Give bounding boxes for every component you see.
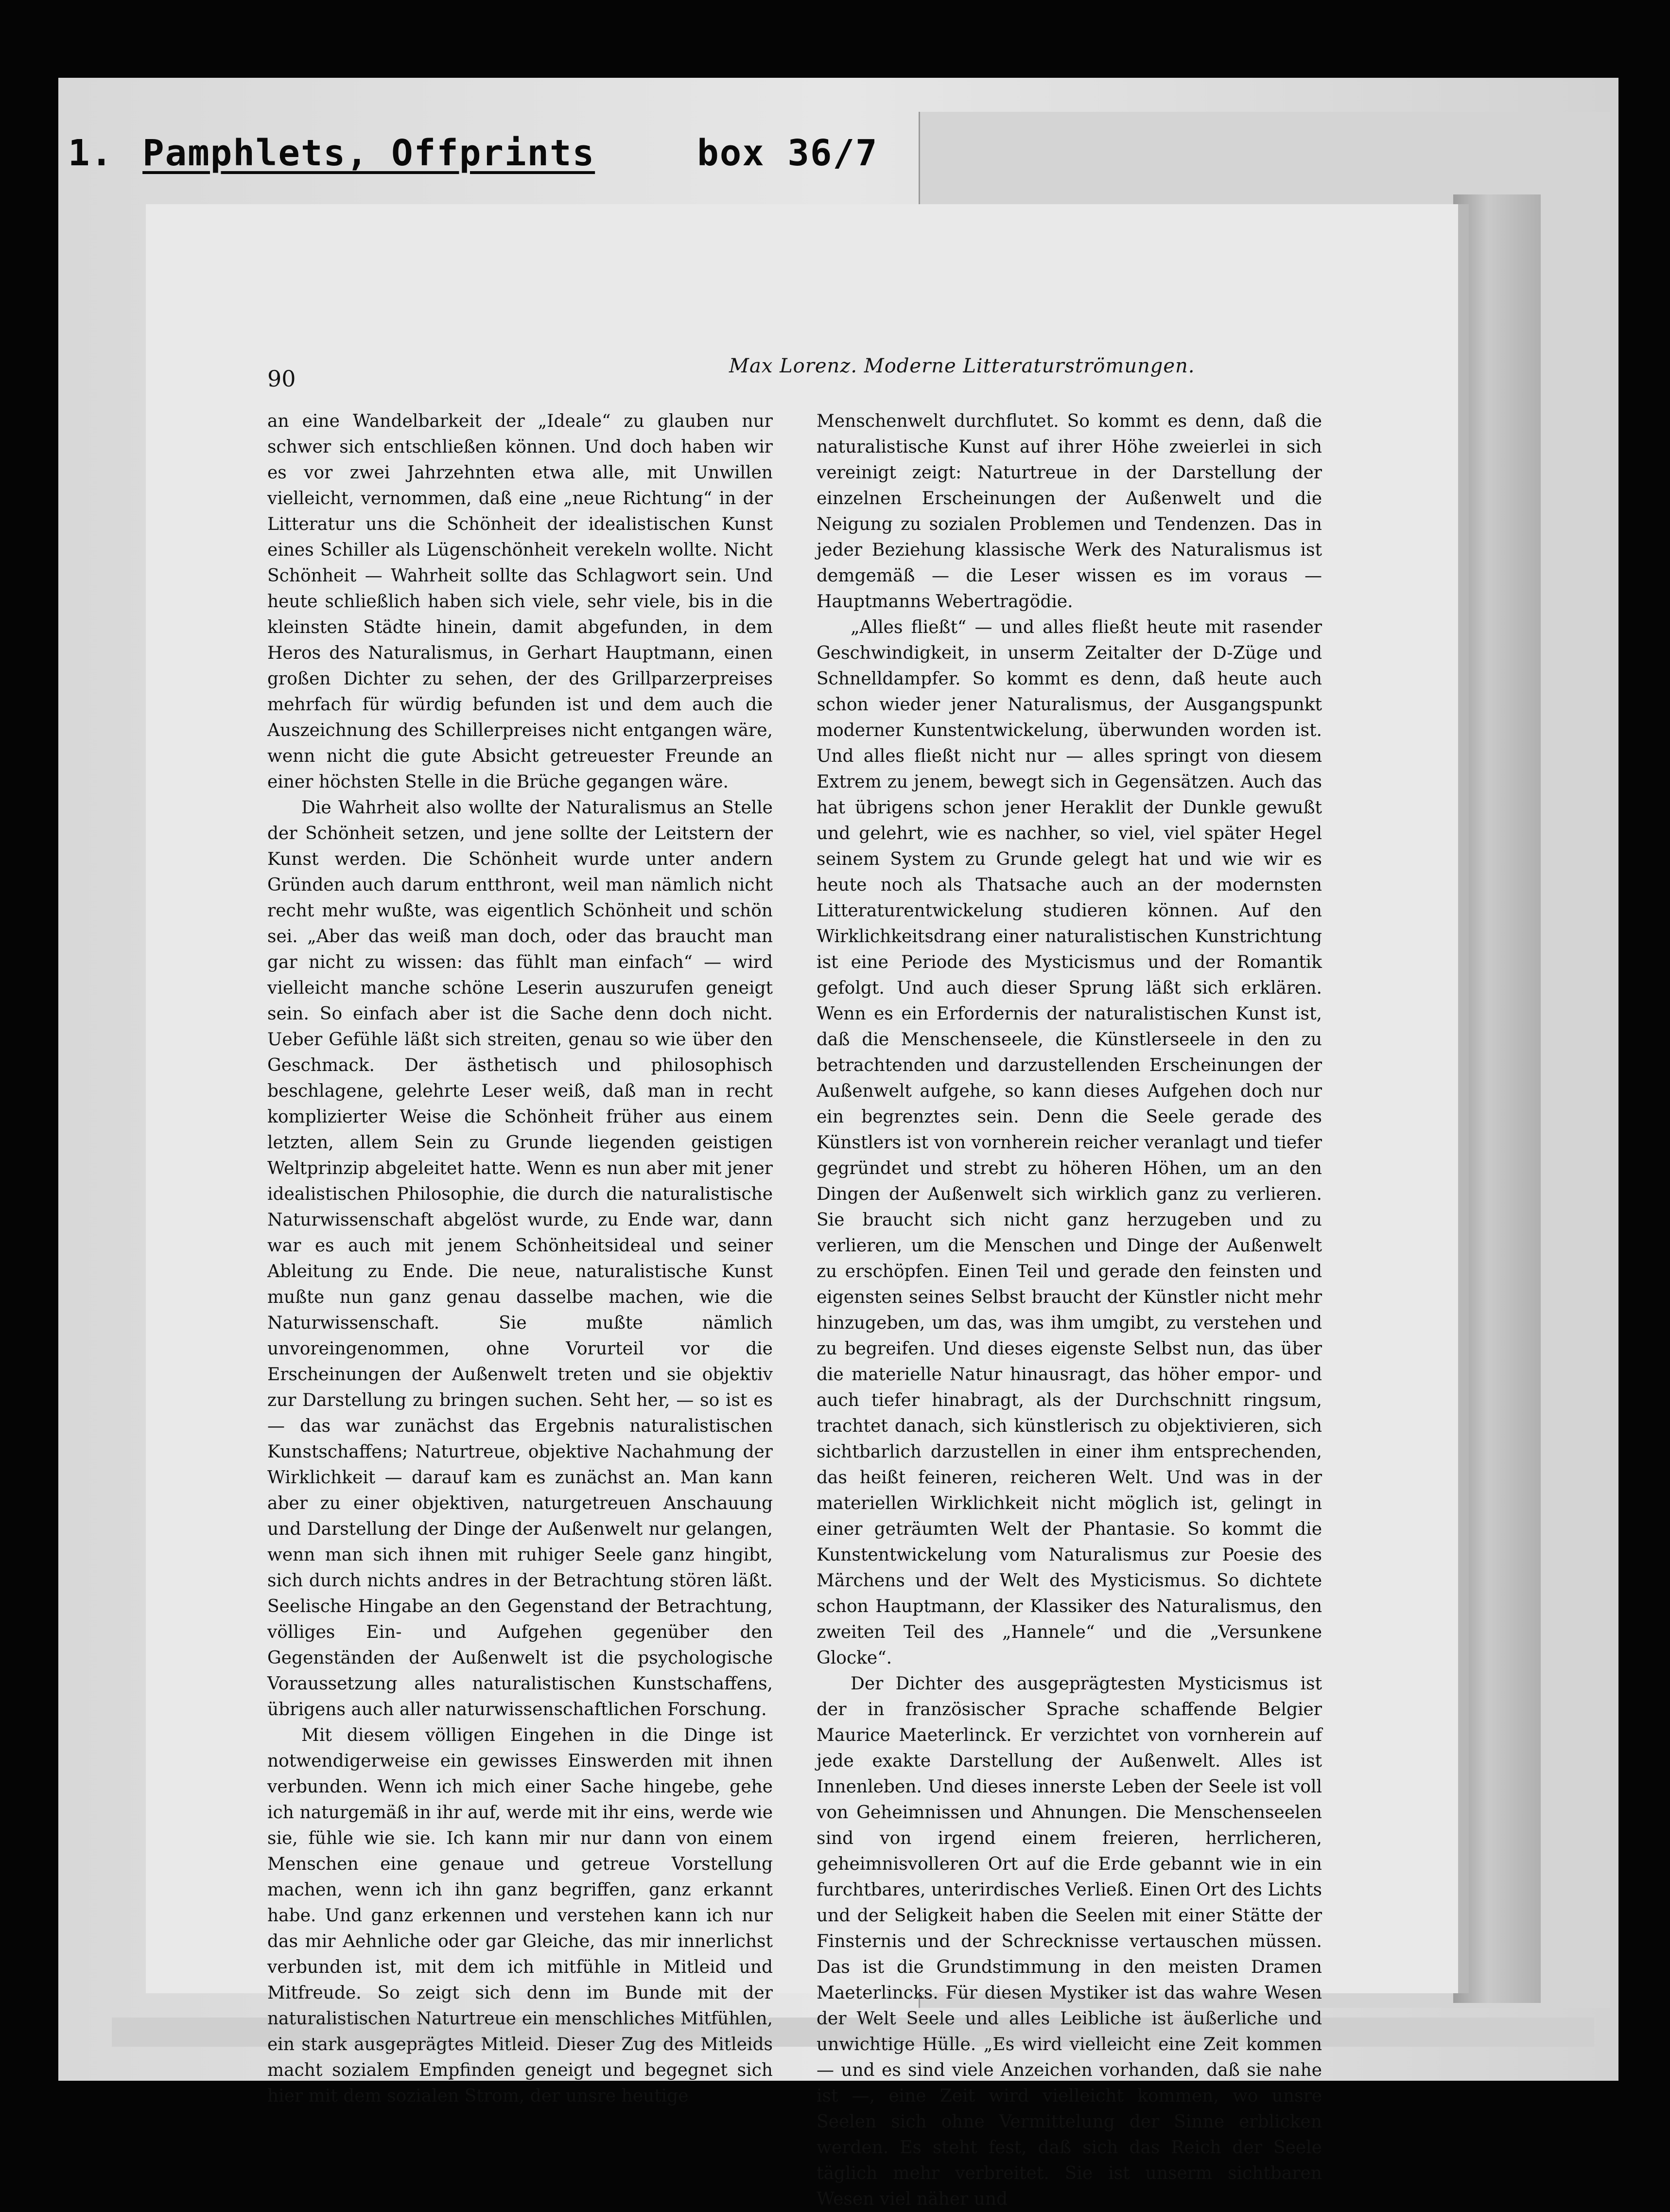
page-number: 90 — [267, 366, 296, 392]
archive-label-title: Pamphlets, Offprints — [142, 132, 595, 174]
right-column — [817, 408, 1322, 2212]
running-title: Max Lorenz. Moderne Litteraturströmungen. — [729, 355, 1195, 377]
left-column — [267, 408, 773, 2109]
paragraph: Menschenwelt durchflutet. So kommt es denn, daß die naturalistische Kunst auf ihrer Höhe zweierlei in sich vereinigt zeigt: Naturtreue in der Darstellung der einzelnen Erscheinungen der Außenwelt und die Neigung zu sozialen Problemen und Tendenzen. Das in jeder Beziehung klassische Werk des Naturalismus ist demgemäß — die Leser wissen es im voraus — Hauptmanns Webertragödie. — [817, 411, 1322, 612]
paragraph: „Alles fließt“ — und alles fließt heute mit rasender Geschwindigkeit, in unserm Zeitalter der D-Züge und Schnelldampfer. So kommt es denn, daß heute auch schon wieder jener Naturalismus, der Ausgangspunkt moderner Kunstentwickelung, überwunden worden ist. Und alles fließt nicht nur — alles springt von diesem Extrem zu jenem, bewegt sich in Gegensätzen. Auch das hat übrigens schon jener Heraklit der Dunkle gewußt und gelehrt, wie es nachher, so viel, viel später Hegel seinem System zu Grunde gelegt hat und wie wir es heute noch als Thatsache auch an der modernsten Litteraturentwickelung studieren können. Auf den Wirklichkeitsdrang einer naturalistischen Kunstrichtung ist eine Periode des Mysticismus und der Romantik gefolgt. Und auch dieser Sprung läßt sich erklären. Wenn es ein Erfordernis der naturalistischen Kunst ist, daß die Menschenseele, die Künstlerseele in den zu betrachtenden und darzustellenden Erscheinungen der Außenwelt aufgehe, so kann dieses Aufgehen doch nur ein begrenztes sein. Denn die Seele gerade des Künstlers ist von vornherein reicher veranlagt und tiefer gegründet und strebt zu höheren Höhen, um an den Dingen der Außenwelt sich wirklich ganz zu verlieren. Sie braucht sich nicht ganz herzugeben und zu verlieren, um die Menschen und Dinge der Außenwelt zu erschöpfen. Einen Teil und gerade den feinsten und eigensten seines Selbst braucht der Künstler nicht mehr hinzugeben, um das, was ihm umgibt, zu verstehen und zu begreifen. Und dieses eigenste Selbst nun, das über die materielle Natur hinausragt, das höher empor- und auch tiefer hinabragt, als der Durchschnitt ringsum, trachtet danach, sich künstlerisch zu objektivieren, sich sichtbarlich darzustellen in einer ihm entsprechenden, das heißt feineren, reicheren Welt. Und was in der materiellen Wirklichkeit nicht möglich ist, gelingt in einer geträumten Welt der Phantasie. So kommt die Kunstentwickelung vom Naturalismus zur Poesie des Märchens und der Welt des Mysticismus. So dichtete schon Hauptmann, der Klassiker des Naturalismus, den zweiten Teil des „Hannele“ und die „Versunkene Glocke“. — [817, 617, 1322, 1668]
paragraph: Die Wahrheit also wollte der Naturalismus an Stelle der Schönheit setzen, und jene sollte der Leitstern der Kunst werden. Die Schönheit wurde unter andern Gründen auch darum entthront, weil man nämlich nicht recht mehr wußte, was eigentlich Schönheit und schön sei. „Aber das weiß man doch, oder das braucht man gar nicht zu wissen: das fühlt man einfach“ — wird vielleicht manche schöne Leserin auszurufen geneigt sein. So einfach aber ist die Sache denn doch nicht. Ueber Gefühle läßt sich streiten, genau so wie über den Geschmack. Der ästhetisch und philosophisch beschlagene, gelehrte Leser weiß, daß man in recht komplizierter Weise die Schönheit früher aus einem letzten, allem Sein zu Grunde liegenden geistigen Weltprinzip abgeleitet hatte. Wenn es nun aber mit jener idealistischen Philosophie, die durch die naturalistische Naturwissenschaft abgelöst wurde, zu Ende war, dann war es auch mit jenem Schönheitsideal und seiner Ableitung zu Ende. Die neue, naturalistische Kunst mußte nun ganz genau dasselbe machen, wie die Naturwissenschaft. Sie mußte nämlich unvoreingenommen, ohne Vorurteil vor die Erscheinungen der Außenwelt treten und sie objektiv zur Darstellung zu bringen suchen. Seht her, — so ist es — das war zunächst das Ergebnis naturalistischen Kunstschaffens; Naturtreue, objektive Nachahmung der Wirklichkeit — darauf kam es zunächst an. Man kann aber zu einer objektiven, naturgetreuen Anschauung und Darstellung der Dinge der Außenwelt nur gelangen, wenn man sich ihnen mit ruhiger Seele ganz hingibt, sich durch nichts andres in der Betrachtung stören läßt. Seelische Hingabe an den Gegenstand der Betrachtung, völliges Ein- und Aufgehen gegenüber den Gegenständen der Außenwelt ist die psychologische Voraussetzung alles naturalistischen Kunstschaffens, übrigens auch aller naturwissenschaftlichen Forschung. — [267, 798, 773, 1720]
paragraph: Der Dichter des ausgeprägtesten Mysticismus ist der in französischer Sprache schaffende Belgier Maurice Maeterlinck. Er verzichtet von vornherein auf jede exakte Darstellung der Außenwelt. Alles ist Innenleben. Und dieses innerste Leben der Seele ist voll von Geheimnissen und Ahnungen. Die Menschenseelen sind von irgend einem freieren, herrlicheren, geheimnisvolleren Ort auf die Erde gebannt wie in ein furchtbares, unterirdisches Verließ. Einen Ort des Lichts und der Seligkeit haben die Seelen mit einer Stätte der Finsternis und der Schrecknisse vertauschen müssen. Das ist die Grundstimmung in den meisten Dramen Maeterlincks. Für diesen Mystiker ist das wahre Wesen der Welt Seele und alles Leibliche ist äußerliche und unwichtige Hülle. „Es wird vielleicht eine Zeit kommen — und es sind viele Anzeichen vorhanden, daß sie nahe ist —, eine Zeit wird vielleicht kommen, wo unsre Seelen sich ohne Vermittelung der Sinne erblicken werden. Es steht fest, daß sich das Reich der Seele täglich mehr verbreitet. Sie ist unserm sichtbaren Wesen viel näher und — [817, 1674, 1322, 2209]
paragraph: Mit diesem völligen Eingehen in die Dinge ist notwendigerweise ein gewisses Einswerden mit ihnen verbunden. Wenn ich mich einer Sache hingebe, gehe ich naturgemäß in ihr auf, werde mit ihr eins, werde wie sie, fühle wie sie. Ich kann mir nur dann von einem Menschen eine genaue und getreue Vorstellung machen, wenn ich ihn ganz begriffen, ganz erkannt habe. Und ganz erkennen und verstehen kann ich nur das mir Aehnliche oder gar Gleiche, das mir innerlichst verbunden ist, mit dem ich mitfühle in Mitleid und Mitfreude. So zeigt sich denn im Bunde mit der naturalistischen Naturtreue ein menschliches Mitfühlen, ein stark ausgeprägtes Mitleid. Dieser Zug des Mitleids macht sozialem Empfinden geneigt und begegnet sich hier mit dem sozialen Strom, der unsre heutige — [267, 1725, 773, 2106]
paragraph: an eine Wandelbarkeit der „Ideale“ zu glauben nur schwer sich entschließen können. Und doch haben wir es vor zwei Jahrzehnten etwa alle, mit Unwillen vielleicht, vernommen, daß eine „neue Richtung“ in der Litteratur uns die Schönheit der idealistischen Kunst eines Schiller als Lügenschönheit verekeln wollte. Nicht Schönheit — Wahrheit sollte das Schlagwort sein. Und heute schließlich haben sich viele, sehr viele, bis in die kleinsten Städte hinein, damit abgefunden, in dem Heros des Naturalismus, in Gerhart Hauptmann, einen großen Dichter zu sehen, der des Grillparzerpreises mehrfach für würdig befunden ist und dem auch die Auszeichnung des Schillerpreises nicht entgangen wäre, wenn nicht die gute Absicht getreuester Freunde an einer höchsten Stelle in die Brüche gegangen wäre. — [267, 411, 773, 792]
archive-label-number: 1. — [68, 132, 114, 174]
archive-label-box: box 36/7 — [697, 132, 878, 174]
offprint-page — [146, 204, 1469, 2209]
archive-label — [68, 126, 878, 180]
